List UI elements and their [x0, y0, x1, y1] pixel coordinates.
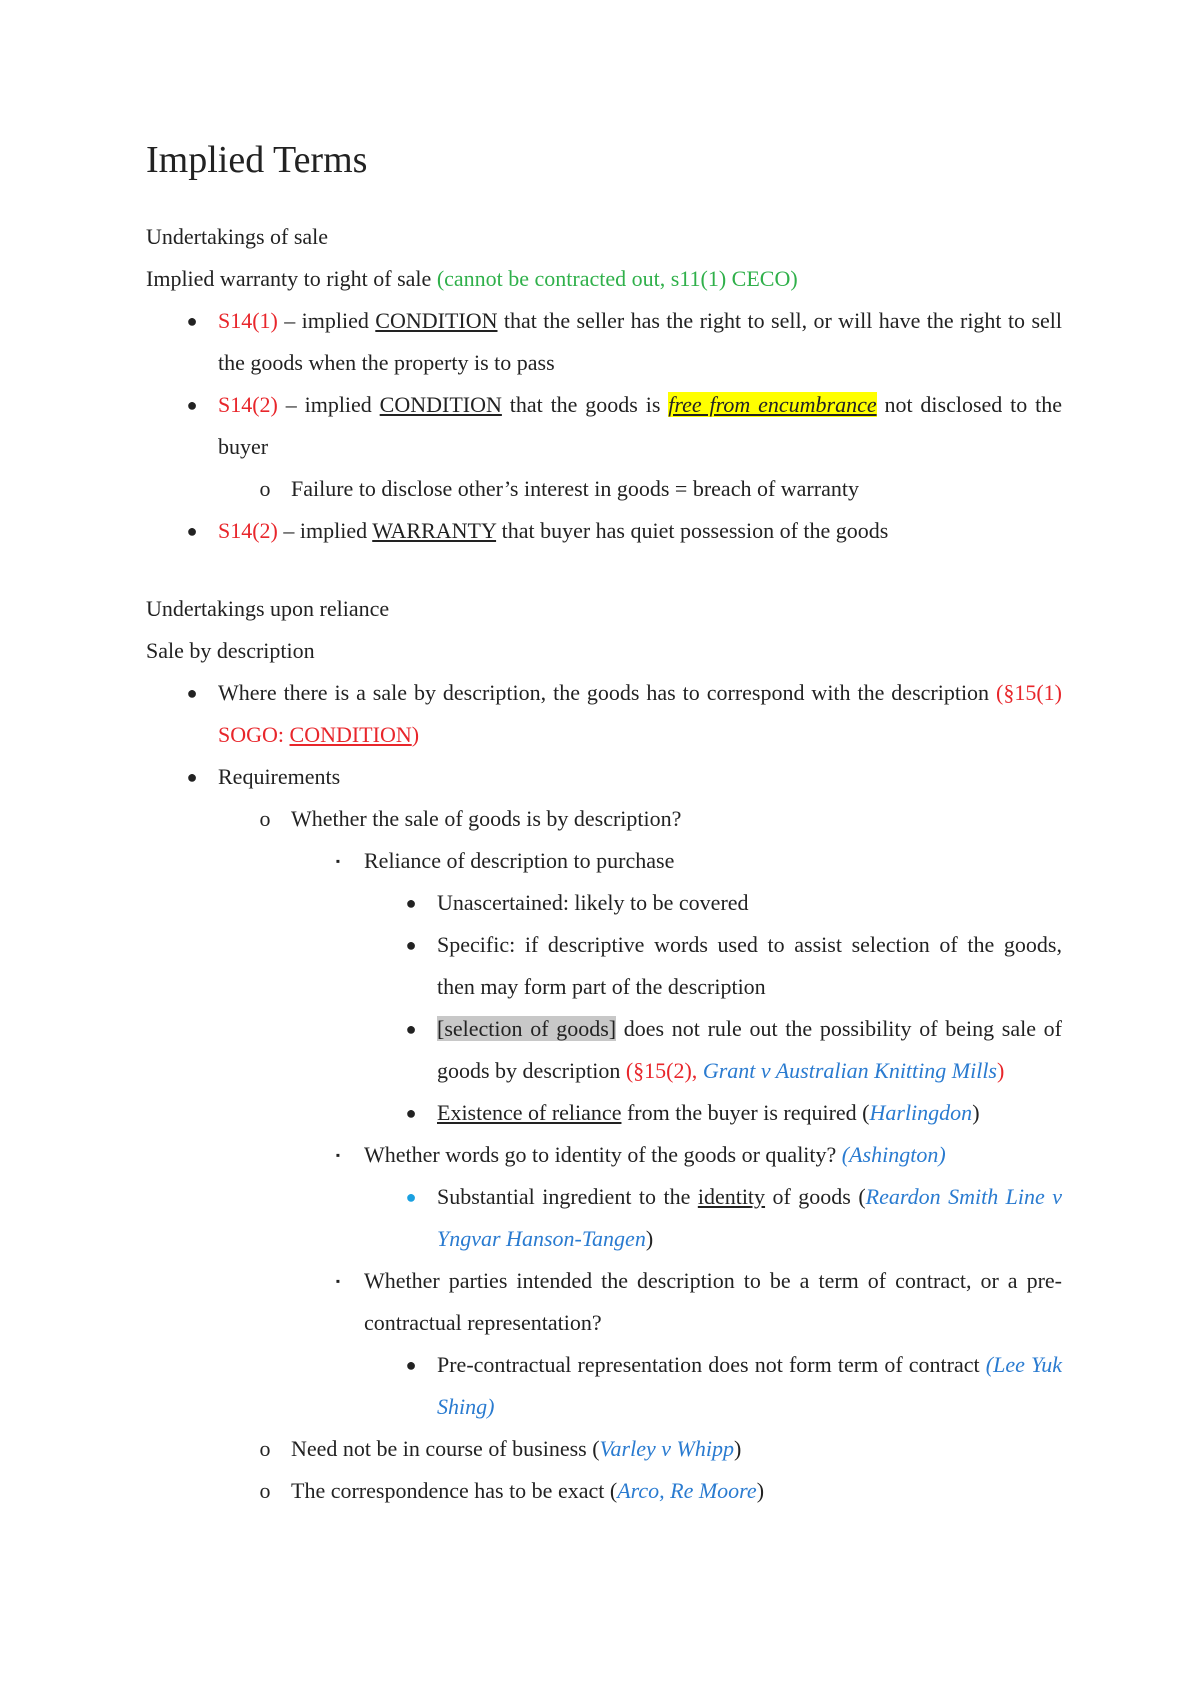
highlight-selection-of-goods: [selection of goods] — [437, 1015, 617, 1041]
note-cannot-contract-out: (cannot be contracted out, s11(1) CECO) — [436, 265, 798, 291]
case-reardon-smith-line: Reardon Smith Line v Yngvar Hanson-Tangen — [437, 1183, 1063, 1251]
case-varley-v-whipp: Varley v Whipp — [599, 1435, 734, 1461]
circle-bullet-icon: o — [259, 1435, 271, 1461]
list-item-s14-2-condition: ● S14(2) – implied CONDITION that the goods is free from encumbrance not disclosed to the buyer — [146, 384, 1062, 468]
circle-bullet-icon: o — [259, 475, 271, 501]
list-item-reliance-of-description: ▪ Reliance of description to purchase — [146, 840, 1062, 882]
bullet-icon: ● — [405, 892, 417, 913]
bullet-icon: ● — [186, 682, 198, 703]
list-item-pre-contractual: ● Pre-contractual representation does not form term of contract (Lee Yuk Shing) — [146, 1344, 1062, 1428]
case-lee-yuk-shing: Lee Yuk Shing — [437, 1351, 1062, 1419]
list-item-specific: ● Specific: if descriptive words used to assist selection of the goods, then may form part of the description — [146, 924, 1062, 1008]
subheading-right-of-sale: Implied warranty to right of sale (cannot be contracted out, s11(1) CECO) — [146, 265, 798, 291]
bullet-icon: ● — [405, 1354, 417, 1375]
case-harlingdon: Harlingdon — [869, 1099, 973, 1125]
square-bullet-icon: ▪ — [335, 1273, 341, 1288]
bullet-icon: ● — [405, 1018, 417, 1039]
list-item-course-of-business: o Need not be in course of business (Varley v Whipp) — [146, 1428, 1062, 1470]
list-right-of-sale — [146, 300, 1062, 552]
list-sale-by-description — [146, 672, 1062, 1512]
list-item-requirements: ● Requirements — [146, 756, 1062, 798]
highlight-free-from-encumbrance: free from encumbrance — [668, 391, 877, 417]
circle-bullet-icon: o — [259, 1477, 271, 1503]
list-item-selection-of-goods: ● [selection of goods] does not rule out the possibility of being sale of goods by description (§15(2), Grant v Australian Knitting Mills) — [146, 1008, 1062, 1092]
bullet-icon: ● — [405, 1186, 417, 1207]
list-item-s14-1: ● S14(1) – implied CONDITION that the seller has the right to sell, or will have the right to sell the goods when the property is to pass — [146, 300, 1062, 384]
bullet-icon: ● — [186, 766, 198, 787]
bullet-icon: ● — [186, 394, 198, 415]
bullet-icon: ● — [405, 1102, 417, 1123]
list-item-failure-to-disclose: o Failure to disclose other’s interest in goods = breach of warranty — [146, 468, 1062, 510]
section-heading-sale: Undertakings of sale — [146, 223, 329, 249]
list-item-whether-by-description: o Whether the sale of goods is by description? — [146, 798, 1062, 840]
case-ashington: Ashington — [849, 1141, 939, 1167]
list-item-correspondence-exact: o The correspondence has to be exact (Arco, Re Moore) — [146, 1470, 1062, 1512]
section-heading-reliance: Undertakings upon reliance — [146, 595, 390, 621]
circle-bullet-icon: o — [259, 805, 271, 831]
list-item-s14-2-warranty: ● S14(2) – implied WARRANTY that buyer has quiet possession of the goods — [146, 510, 1062, 552]
case-arco-re-moore: Arco, Re Moore — [617, 1477, 757, 1503]
list-item-substantial-ingredient: ● Substantial ingredient to the identity of goods (Reardon Smith Line v Yngvar Hanson-Tangen) — [146, 1176, 1062, 1260]
list-item-unascertained: ● Unascertained: likely to be covered — [146, 882, 1062, 924]
bullet-icon: ● — [186, 520, 198, 541]
subheading-sale-by-description: Sale by description — [146, 637, 315, 663]
list-item-correspond-description: ● Where there is a sale by description, the goods has to correspond with the description (§15(1) SOGO: CONDITION) — [146, 672, 1062, 756]
page-title: Implied Terms — [146, 139, 368, 181]
square-bullet-icon: ▪ — [335, 1147, 341, 1162]
list-item-existence-of-reliance: ● Existence of reliance from the buyer is required (Harlingdon) — [146, 1092, 1062, 1134]
list-item-term-or-representation: ▪ Whether parties intended the description to be a term of contract, or a pre-contractual representation? — [146, 1260, 1062, 1344]
bullet-icon: ● — [186, 310, 198, 331]
case-grant-v-australian-knitting-mills: Grant v Australian Knitting Mills — [702, 1057, 997, 1083]
section-spacer — [146, 552, 1062, 588]
bullet-icon: ● — [405, 934, 417, 955]
square-bullet-icon: ▪ — [335, 853, 341, 868]
list-item-identity-or-quality: ▪ Whether words go to identity of the goods or quality? (Ashington) — [146, 1134, 1062, 1176]
